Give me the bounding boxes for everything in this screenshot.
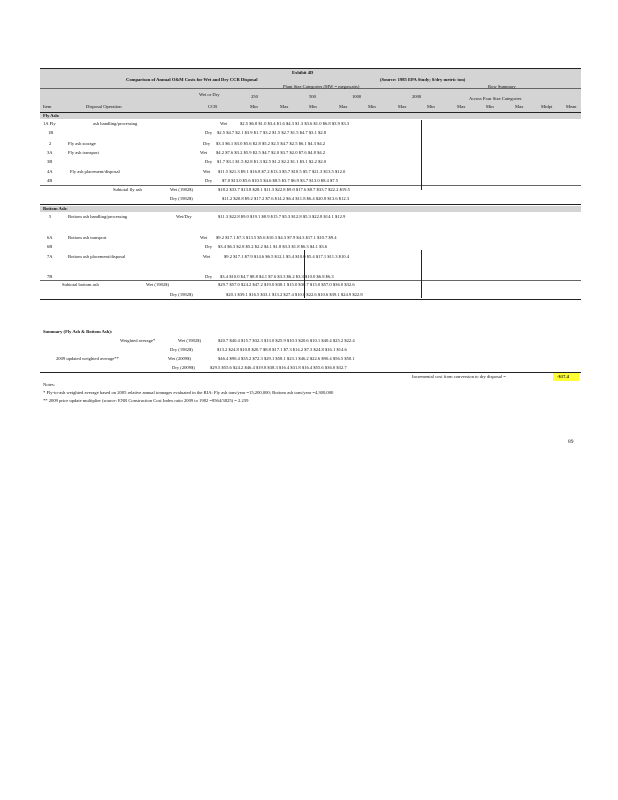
plant-size-label: Plant Size Categories (MW = megawatts) xyxy=(283,84,360,89)
row-type: Wet xyxy=(220,121,228,126)
size-category-1000: 1000 xyxy=(352,94,362,99)
row-values: $11.3 $22.8 $9.0 $19.1 $8.9 $15.7 $5.3 $12.8 $5.3 $22.8 $14.1 $12.9 xyxy=(218,214,346,219)
notes-title: Notes: xyxy=(43,382,55,387)
row-values: $2.5 $4.7 $2.1 $3.9 $1.7 $3.2 $1.5 $2.7 $1.5 $4.7 $3.1 $2.8 xyxy=(217,130,327,135)
exhibit-label: Exhibit 4D xyxy=(292,70,314,75)
row-operation: Fly ash storage xyxy=(68,141,96,146)
row-type: Dry (1982$) xyxy=(170,347,193,352)
row-item: 6A xyxy=(47,235,53,240)
col-min: Min xyxy=(427,104,435,109)
row-type: Wet xyxy=(200,235,208,240)
col-min: Min xyxy=(486,104,494,109)
row-values: $3.4 $6.3 $2.8 $5.2 $2.2 $4.1 $1.8 $3.3 $1.8 $6.3 $4.1 $3.6 xyxy=(218,244,328,249)
row-summary-label: Row Summary xyxy=(488,84,516,89)
wet-or-dry-label: Wet or Dry xyxy=(199,92,220,97)
section-rule xyxy=(40,204,581,205)
across-categories-label: Across Four Size Categories xyxy=(469,96,522,101)
row-operation: Bottom ash transport xyxy=(68,235,107,240)
row-operation: ash handling/processing xyxy=(93,121,138,126)
row-operation: Bottom ash handling/processing xyxy=(68,214,128,219)
row-type: Wet (2009$) xyxy=(168,356,191,361)
row-item: 1A Fly xyxy=(43,121,56,126)
row-values: $18.2 $33.7 $13.8 $28.1 $11.3 $22.8 $9.0 $17.6 $8.7 $33.7 $22.2 $19.5 xyxy=(218,187,350,192)
row-type: Dry xyxy=(203,141,211,146)
row-values: $20.1 $39.1 $16.5 $33.1 $13.2 $27.4 $10.6 $22.6 $10.6 $39.1 $24.9 $22.8 xyxy=(226,292,363,297)
section-band-bottom-ash xyxy=(40,206,581,212)
incremental-cost-value: -$17.4 xyxy=(557,374,569,379)
size-category-2000: 2000 xyxy=(412,94,422,99)
row-type: Wet xyxy=(203,254,211,259)
summary-rule xyxy=(40,372,581,373)
col-operation: Disposal Operation xyxy=(86,104,122,109)
col-max: Max xyxy=(515,104,524,109)
summary-label: 2009 updated weighted average** xyxy=(56,356,119,361)
incremental-cost-label: Incremental cost from conversion to dry disposal = xyxy=(412,374,506,379)
size-category-500: 500 xyxy=(309,94,316,99)
row-values: $9.2 $17.1 $7.3 $13.5 $5.6 $10.3 $4.3 $7.9 $4.3 $17.1 $10.7 $9.4 xyxy=(216,235,337,240)
subtotal-rule xyxy=(40,280,581,281)
row-values: $20.7 $40.4 $15.7 $32.3 $13.0 $25.9 $10.3 $20.6 $10.1 $40.4 $25.2 $22.4 xyxy=(218,338,355,343)
header-top-rule xyxy=(40,68,581,69)
col-min: Min xyxy=(309,104,317,109)
row-item: 4A xyxy=(47,169,53,174)
row-item: 6B xyxy=(47,244,53,249)
row-type: Dry xyxy=(205,178,213,183)
row-values: $11.2 $20.8 $9.2 $17.2 $7.6 $14.2 $6.4 $11.8 $6.4 $20.8 $13.6 $12.3 xyxy=(222,196,350,201)
row-item: 4B xyxy=(47,178,53,183)
col-min: Min xyxy=(368,104,376,109)
col-max: Max xyxy=(339,104,348,109)
row-item: 3A xyxy=(47,150,53,155)
row-values: $11.5 $21.3 $9.1 $16.8 $7.2 $13.3 $5.7 $10.5 $5.7 $21.3 $13.5 $12.0 xyxy=(218,169,346,174)
row-values: $7.0 $13.0 $5.6 $10.5 $4.6 $8.5 $3.7 $6.9 $3.7 $13.0 $8.4 $7.5 xyxy=(222,178,338,183)
subtotal-label: Subtotal fly ash xyxy=(113,187,142,192)
col-min: Min xyxy=(250,104,258,109)
col-max: Max xyxy=(457,104,466,109)
row-values: $46.4 $90.4 $35.2 $72.3 $29.1 $58.1 $23.1 $46.2 $22.6 $90.4 $56.5 $50.1 xyxy=(218,356,355,361)
row-values: $3.4 $10.0 $4.7 $8.8 $4.1 $7.6 $3.3 $6.2 $3.3 $10.0 $6.8 $6.3 xyxy=(220,274,334,279)
row-type: Dry (1982$) xyxy=(170,292,193,297)
row-type: Wet xyxy=(203,169,211,174)
row-values: $9.2 $17.1 $7.9 $14.6 $6.5 $12.1 $5.4 $10.0 $5.4 $17.1 $11.3 $10.4 xyxy=(224,254,350,259)
table-title: Comparison of Annual O&M Costs for Wet and Dry CCR Disposal xyxy=(126,77,258,82)
col-max: Max xyxy=(280,104,289,109)
row-item: 7B xyxy=(47,274,53,279)
row-type: Dry (2009$) xyxy=(172,365,195,370)
row-type: Wet xyxy=(200,150,208,155)
row-type: Dry xyxy=(205,130,213,135)
section-summary: Summary (Fly Ash & Bottom Ash): xyxy=(43,329,113,334)
size-category-250: 250 xyxy=(251,94,258,99)
row-item: 7A xyxy=(47,254,53,259)
row-type: Wet (1982$) xyxy=(178,338,201,343)
subtotal-rule xyxy=(40,185,581,186)
row-values: $3.3 $6.1 $3.0 $5.6 $2.8 $5.2 $2.5 $4.7 $2.5 $6.1 $4.3 $4.2 xyxy=(216,141,326,146)
note-2: ** 2009 price update multiplier (source: ENR Construction Cost Index ratio 2009 to 1982 =8564/3825) = 2.239 xyxy=(43,398,249,403)
row-type: Dry xyxy=(205,244,213,249)
summary-label: Weighted average* xyxy=(120,338,156,343)
row-values: $29.7 $57.0 $24.2 $47.2 $19.0 $38.1 $15.0 $30.7 $15.0 $57.0 $36.0 $32.6 xyxy=(218,282,355,287)
col-mean: Mean xyxy=(566,104,577,109)
column-divider xyxy=(421,250,422,298)
row-operation: Fly ash placement/disposal xyxy=(70,169,120,174)
row-values: $29.5 $55.6 $24.2 $46.4 $19.8 $38.3 $16.4 $31.8 $16.4 $55.6 $36.0 $32.7 xyxy=(210,365,347,370)
section-band-fly-ash xyxy=(40,113,581,119)
row-type: Wet/Dry xyxy=(176,214,192,219)
row-item: 1B xyxy=(48,130,54,135)
row-type: Dry xyxy=(205,159,213,164)
row-values: $1.7 $3.1 $1.5 $2.8 $1.3 $2.5 $1.2 $2.2 $1.1 $3.1 $2.2 $2.0 xyxy=(217,159,327,164)
column-divider xyxy=(304,250,305,298)
row-operation: Fly ash transport xyxy=(68,150,99,155)
table-title-source: (Source: 1985 EPA Study; $/dry metric ton) xyxy=(380,77,466,82)
row-type: Wet (1982$) xyxy=(146,282,169,287)
col-item: Item xyxy=(43,104,52,109)
page-number: 89 xyxy=(568,439,574,445)
section-fly-ash: Fly Ash: xyxy=(43,113,60,118)
section-rule xyxy=(40,299,581,300)
col-midpt: Midpt xyxy=(541,104,553,109)
row-item: 2 xyxy=(49,141,52,146)
row-item: 5 xyxy=(49,214,52,219)
col-max: Max xyxy=(398,104,407,109)
column-divider xyxy=(421,120,422,190)
row-values: $4.2 $7.6 $3.2 $5.9 $2.5 $4.7 $2.0 $3.7 $2.0 $7.6 $4.8 $4.2 xyxy=(216,150,326,155)
row-values: $13.2 $24.8 $10.8 $20.7 $8.8 $17.1 $7.3 $14.2 $7.3 $24.8 $16.1 $14.6 xyxy=(217,347,347,352)
row-type: Wet (1982$) xyxy=(170,187,193,192)
row-type: Dry xyxy=(205,274,213,279)
row-item: 3B xyxy=(47,159,53,164)
ccr-label: CCR xyxy=(208,104,218,109)
note-1: * Fly-to-ash weighted average based on 2005 relative annual tonnages evaluated in the RIA: Fly ash tons/year =15,200,000; Bottom ash tons/year =4,300,000 xyxy=(43,390,334,395)
section-bottom-ash: Bottom Ash: xyxy=(43,206,68,211)
subtotal-label: Subtotal bottom ash xyxy=(62,282,99,287)
row-type: Dry (1982$) xyxy=(170,196,193,201)
row-operation: Bottom ash placement/disposal xyxy=(68,254,126,259)
row-values: $2.5 $6.8 $1.0 $3.4 $1.6 $4.3 $1.3 $3.6 $1.0 $6.8 $3.9 $3.3 xyxy=(240,121,350,126)
